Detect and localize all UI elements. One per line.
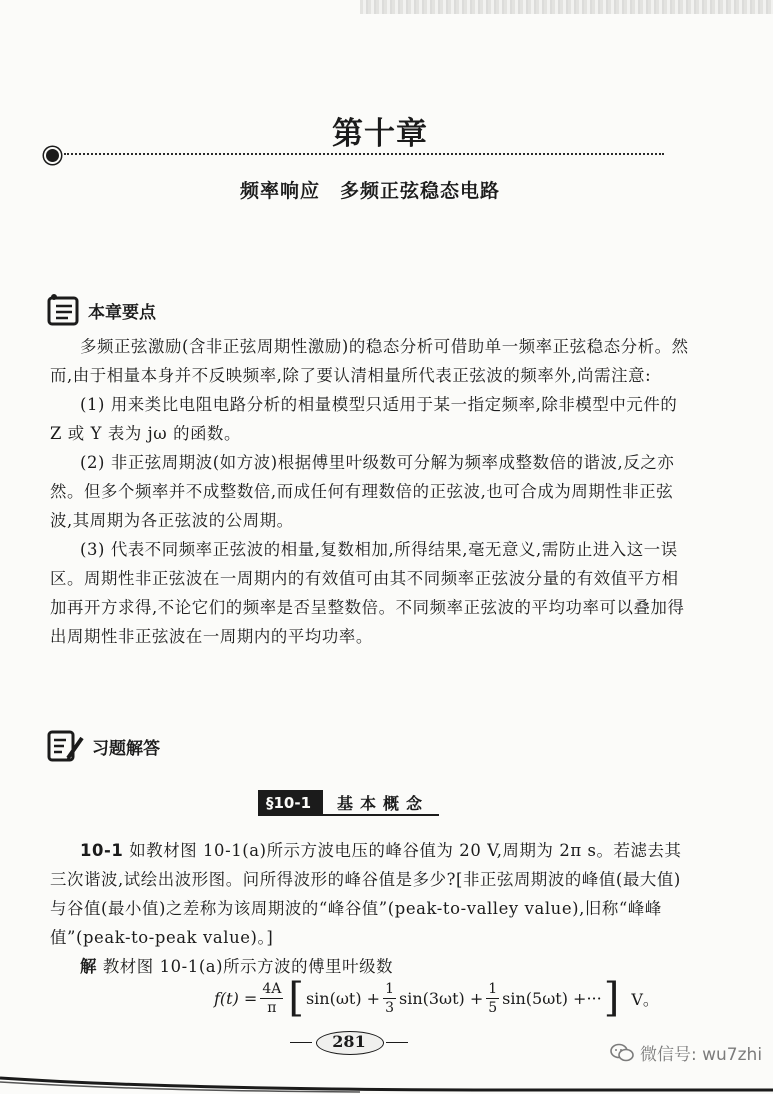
exercises-title: 习题解答 xyxy=(92,738,160,759)
problem-statement xyxy=(50,836,690,952)
formula-fraction-3 xyxy=(383,980,396,1017)
notepad-icon xyxy=(46,293,82,327)
chapter-subtitle: 频率响应 多频正弦稳态电路 xyxy=(239,180,500,202)
solution-label: 解 xyxy=(80,957,97,976)
frac-denominator: 5 xyxy=(488,999,498,1016)
key-points-body xyxy=(50,332,690,651)
scan-edge-curve xyxy=(0,1060,773,1094)
section-banner xyxy=(258,790,439,816)
bullet-icon xyxy=(44,147,61,164)
section-title: 基本概念 xyxy=(323,790,439,816)
fourier-series-formula xyxy=(214,970,659,1026)
formula-term-3: sin(5ωt) +··· xyxy=(502,988,602,1008)
dotted-rule xyxy=(44,144,664,164)
paragraph: 多频正弦激励(含非正弦周期性激励)的稳态分析可借助单一频率正弦稳态分析。然而,由于相量本身并不反映频率,除了要认清相量所代表正弦波的频率外,尚需注意: xyxy=(50,337,689,385)
frac-numerator: 1 xyxy=(385,980,394,997)
paragraph: (3) 代表不同频率正弦波的相量,复数相加,所得结果,毫无意义,需防止进入这一误区。周期性非正弦波在一周期内的有效值可由其不同频率正弦波分量的有效值平方相加再开方求得,不论它们的频率是否呈整数倍。不同频率正弦波的平均功率可以叠加得出周期性非正弦波在一周期内的平均功率。 xyxy=(50,540,685,646)
right-bracket: ] xyxy=(603,975,620,1021)
key-points-title: 本章要点 xyxy=(88,302,156,323)
page-number: 281 xyxy=(332,1032,366,1051)
dash-right xyxy=(386,1042,408,1043)
formula-term-2: sin(3ωt) + xyxy=(398,988,484,1008)
paragraph: (1) 用来类比电阻电路分析的相量模型只适用于某一指定频率,除非模型中元件的 Z 或 Y 表为 jω 的函数。 xyxy=(50,395,678,443)
formula-coefficient xyxy=(260,980,283,1017)
solution-text: 教材图 10-1(a)所示方波的傅里叶级数 xyxy=(102,957,394,976)
watermark-text: 微信号: wu7zhi xyxy=(640,1045,763,1065)
problem-text: 如教材图 10-1(a)所示方波电压的峰谷值为 20 V,周期为 2π s。若滤去其三次谐波,试绘出波形图。问所得波形的峰谷值是多少?[非正弦周期波的峰值(最大值)与谷值(最小值)之差称为该周期波的“峰谷值”(peak-to-valley value),旧称“峰峰值”(peak-to-peak value)。] xyxy=(50,841,682,947)
key-points-heading xyxy=(46,292,156,328)
section-number: §10-1 xyxy=(258,790,323,816)
coef-numerator: 4A xyxy=(262,980,282,997)
formula-unit: V。 xyxy=(631,989,659,1009)
formula-term-1: sin(ωt) + xyxy=(305,988,381,1008)
scan-edge-noise xyxy=(360,0,773,14)
paragraph: (2) 非正弦周期波(如方波)根据傅里叶级数可分解为频率成整数倍的谐波,反之亦然。但多个频率并不成整数倍,而成任何有理数倍的正弦波,也可合成为周期性非正弦波,其周期为各正弦波的公周期。 xyxy=(50,453,675,530)
formula-fraction-5 xyxy=(486,980,499,1017)
chapter-title: 第十章 xyxy=(332,116,428,152)
coef-denominator: π xyxy=(267,999,277,1016)
formula-lhs: f(t) = xyxy=(214,988,258,1008)
exercises-heading xyxy=(46,728,160,764)
page-number-ornament xyxy=(288,1028,408,1058)
frac-denominator: 3 xyxy=(385,999,394,1016)
problem-block xyxy=(50,836,690,981)
frac-numerator: 1 xyxy=(488,980,498,997)
edit-notes-icon xyxy=(46,728,86,764)
problem-number: 10-1 xyxy=(80,841,124,860)
left-bracket: [ xyxy=(288,975,304,1021)
dotted-line xyxy=(64,153,664,155)
